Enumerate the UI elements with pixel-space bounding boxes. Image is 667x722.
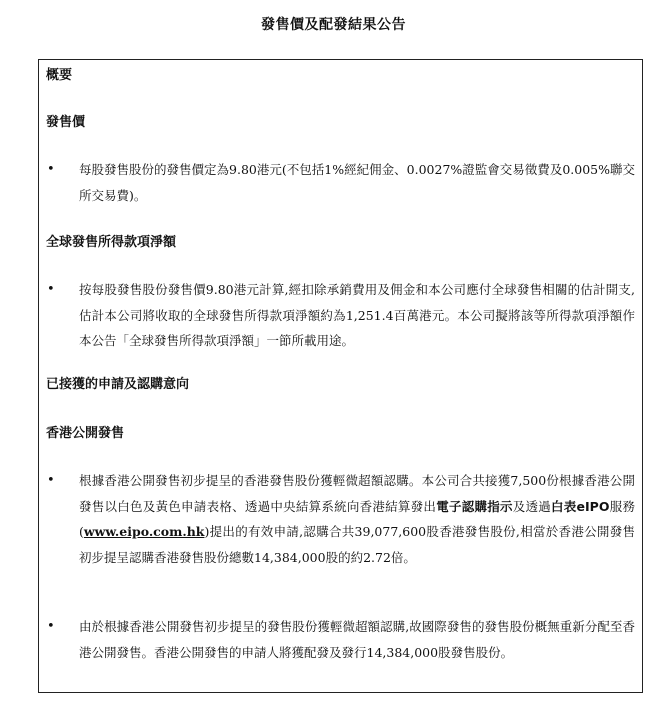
offer-price-paragraph: 每股發售股份的發售價定為9.80港元(不包括1%經紀佣金、0.0027%證監會交易徵費及0.005%聯交所交易費)。 [79,162,635,203]
hk-subscription-paragraph [79,468,635,570]
bullet-offer-price: • [47,162,55,177]
hk-subscription-text-4: )提出的有效申請,認購合共39,077,600股香港發售股份,相當於香港公開發售初步提呈認購香港發售股份總數14,384,000股的約2.72倍。 [79,524,635,565]
section-heading-offer-price: 發售價 [46,115,86,130]
white-form-eipo-term: 白表eIPO [551,498,610,514]
hk-subscription-text-1: 根據香港公開發售初步提呈的香港發售股份獲輕微超額認購。本公司合共接獲7,500份根據香港公開發售以白色及黃色申請表格、透過中央結算系統向香港結算發出 [79,473,635,514]
section-heading-applications: 已接獲的申請及認購意向 [46,377,190,392]
hk-subscription-text-3: 服務( [79,498,635,540]
electronic-application-instructions-term: 電子認購指示 [436,498,513,514]
reallocation-paragraph: 由於根據香港公開發售初步提呈的發售股份獲輕微超額認購,故國際發售的發售股份概無重新分配至香港公開發售。香港公開發售的申請人將獲配發及發行14,384,000股發售股份。 [79,619,635,660]
net-proceeds-paragraph: 按每股發售股份發售價9.80港元計算,經扣除承銷費用及佣金和本公司應付全球發售相關的估計開支,估計本公司將收取的全球發售所得款項淨額約為1,251.4百萬港元。本公司擬將該等所得款項淨額作本公告「全球發售所得款項淨額」一節所載用途。 [79,282,635,349]
hk-subscription-text-2: 及透過 [512,498,552,514]
section-heading-net-proceeds: 全球發售所得款項淨額 [46,235,177,250]
bullet-reallocation: • [47,619,55,634]
section-heading-hk-public-offering: 香港公開發售 [46,426,125,441]
eipo-website-link[interactable]: www.eipo.com.hk [83,524,205,540]
bullet-hk-subscription: • [47,473,55,488]
page-title: 發售價及配發結果公告 [261,17,406,33]
bullet-net-proceeds: • [47,282,55,297]
section-heading-overview: 概要 [46,68,73,83]
